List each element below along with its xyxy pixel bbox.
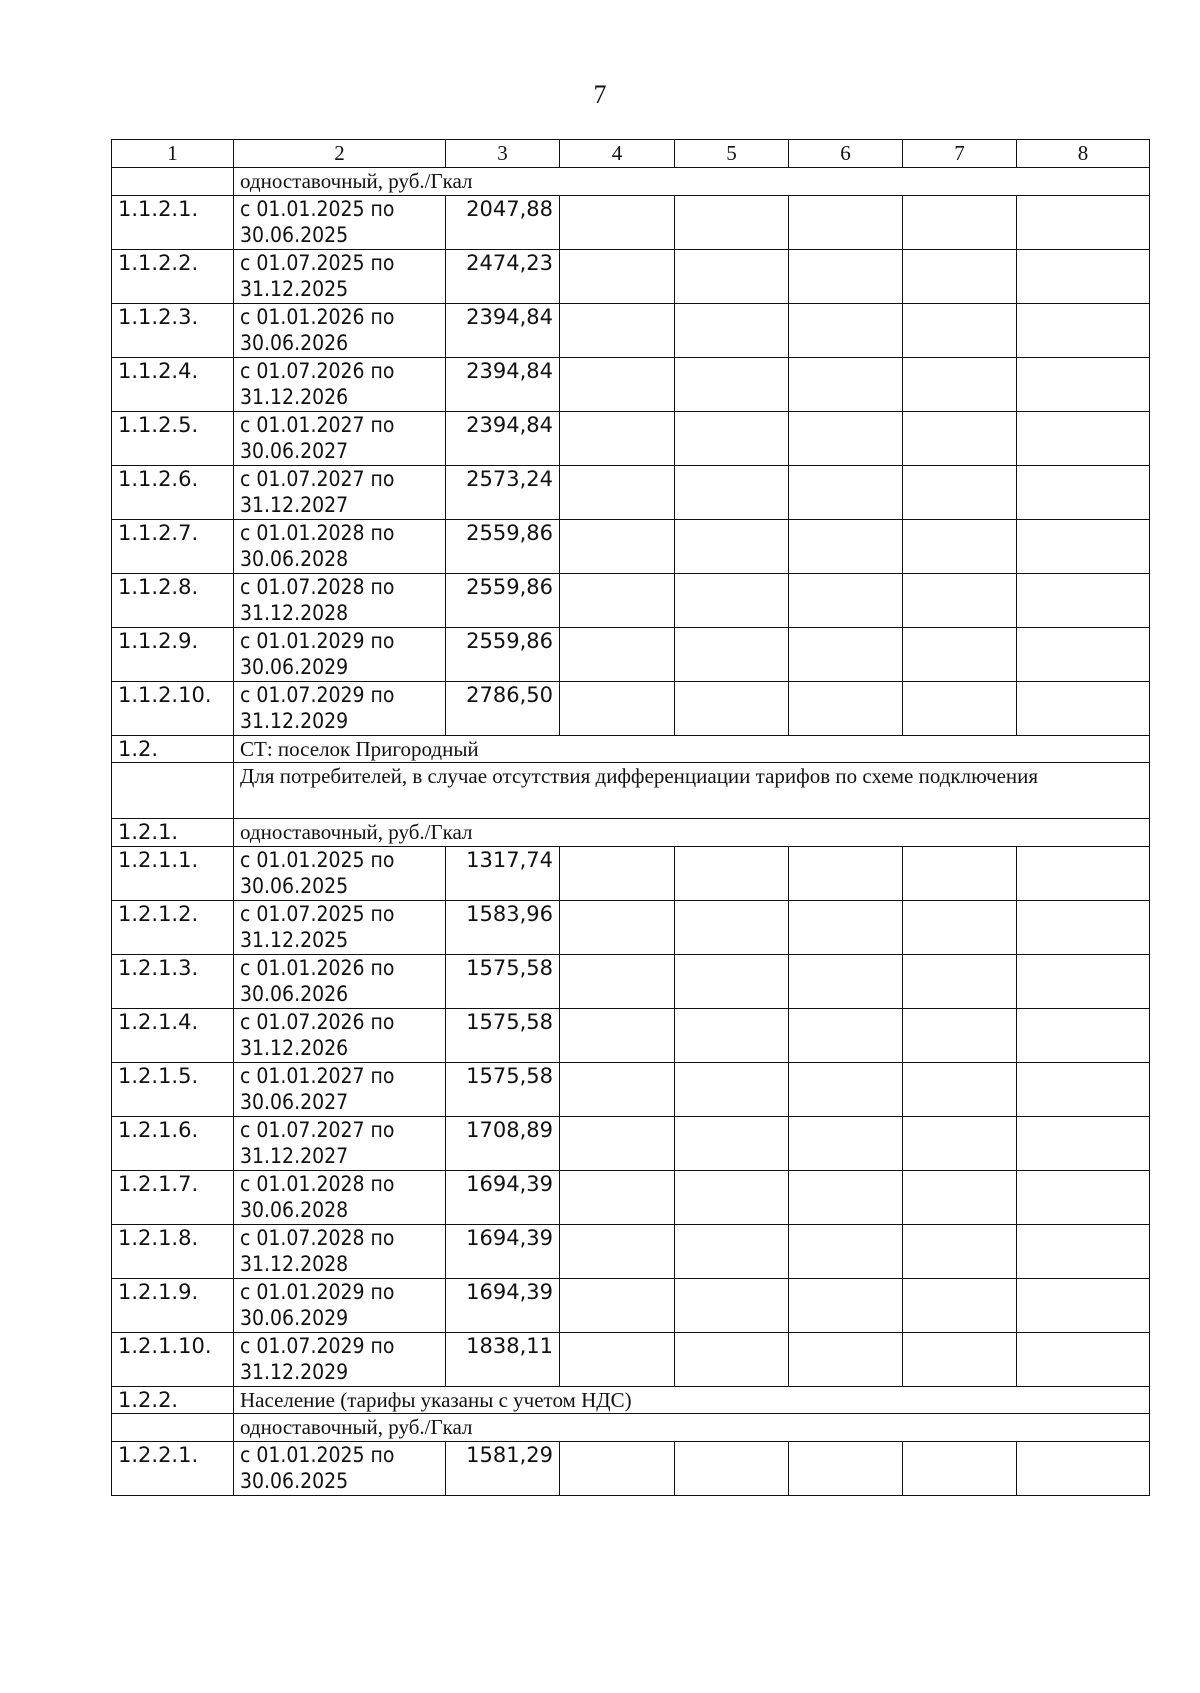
empty-cell-col-7 (903, 1008, 1017, 1062)
period-cell: с 01.07.2027 по 31.12.2027 (234, 1116, 446, 1170)
empty-cell-col-5 (675, 846, 789, 900)
empty-cell-col-5 (675, 303, 789, 357)
empty-cell-col-4 (560, 411, 675, 465)
empty-cell-col-4 (560, 846, 675, 900)
empty-cell-col-7 (903, 681, 1017, 735)
empty-cell-col-5 (675, 573, 789, 627)
empty-cell-col-5 (675, 954, 789, 1008)
row-code: 1.2. (112, 735, 234, 763)
empty-cell-col-5 (675, 900, 789, 954)
empty-cell-col-7 (903, 357, 1017, 411)
table-body (112, 168, 1150, 1496)
tariff-row (112, 681, 1150, 735)
period-cell: с 01.01.2025 по 30.06.2025 (234, 195, 446, 249)
section-label: одноставочный, руб./Гкал (234, 1414, 1150, 1442)
empty-cell-col-7 (903, 846, 1017, 900)
tariff-value: 1317,74 (446, 846, 560, 900)
empty-cell-col-4 (560, 681, 675, 735)
tariff-value: 1694,39 (446, 1224, 560, 1278)
empty-cell-col-6 (789, 519, 903, 573)
empty-cell-col-4 (560, 900, 675, 954)
empty-cell-col-8 (1017, 1116, 1150, 1170)
tariff-value: 2047,88 (446, 195, 560, 249)
period-cell: с 01.07.2026 по 31.12.2026 (234, 357, 446, 411)
column-header-8: 8 (1017, 140, 1150, 168)
empty-cell-col-6 (789, 195, 903, 249)
tariff-value: 2394,84 (446, 357, 560, 411)
row-code: 1.1.2.4. (112, 357, 234, 411)
empty-cell-col-8 (1017, 1441, 1150, 1495)
empty-cell-col-4 (560, 195, 675, 249)
period-cell: с 01.01.2027 по 30.06.2027 (234, 1062, 446, 1116)
period-cell: с 01.01.2025 по 30.06.2025 (234, 1441, 446, 1495)
empty-cell-col-5 (675, 1116, 789, 1170)
empty-cell-col-4 (560, 249, 675, 303)
empty-cell-col-8 (1017, 411, 1150, 465)
empty-cell-col-7 (903, 954, 1017, 1008)
empty-cell-col-5 (675, 681, 789, 735)
period-cell: с 01.07.2026 по 31.12.2026 (234, 1008, 446, 1062)
row-code: 1.2.1.8. (112, 1224, 234, 1278)
empty-cell-col-4 (560, 1332, 675, 1386)
column-header-5: 5 (675, 140, 789, 168)
row-code: 1.2.1.2. (112, 900, 234, 954)
empty-cell-col-8 (1017, 1062, 1150, 1116)
empty-cell-col-5 (675, 1224, 789, 1278)
tariff-row (112, 1278, 1150, 1332)
empty-cell-col-7 (903, 303, 1017, 357)
empty-cell-col-5 (675, 195, 789, 249)
empty-cell-col-6 (789, 954, 903, 1008)
period-cell: с 01.07.2025 по 31.12.2025 (234, 900, 446, 954)
empty-cell-col-6 (789, 303, 903, 357)
period-cell: с 01.01.2027 по 30.06.2027 (234, 411, 446, 465)
row-code (112, 763, 234, 819)
empty-cell-col-6 (789, 1278, 903, 1332)
empty-cell-col-5 (675, 1332, 789, 1386)
empty-cell-col-8 (1017, 465, 1150, 519)
tariff-row (112, 1116, 1150, 1170)
empty-cell-col-8 (1017, 249, 1150, 303)
row-code: 1.1.2.5. (112, 411, 234, 465)
column-header-2: 2 (234, 140, 446, 168)
empty-cell-col-8 (1017, 303, 1150, 357)
column-header-3: 3 (446, 140, 560, 168)
section-row (112, 168, 1150, 196)
section-row (112, 1414, 1150, 1442)
empty-cell-col-8 (1017, 1224, 1150, 1278)
row-code: 1.1.2.8. (112, 573, 234, 627)
period-cell: с 01.07.2028 по 31.12.2028 (234, 1224, 446, 1278)
tariff-value: 1694,39 (446, 1278, 560, 1332)
empty-cell-col-8 (1017, 846, 1150, 900)
row-code: 1.1.2.1. (112, 195, 234, 249)
row-code: 1.2.1.3. (112, 954, 234, 1008)
row-code (112, 1414, 234, 1442)
section-row (112, 819, 1150, 847)
empty-cell-col-8 (1017, 1008, 1150, 1062)
empty-cell-col-8 (1017, 900, 1150, 954)
empty-cell-col-8 (1017, 681, 1150, 735)
section-label: Для потребителей, в случае отсутствия дифференциации тарифов по схеме подключения (234, 763, 1150, 819)
tariff-row (112, 1008, 1150, 1062)
empty-cell-col-7 (903, 1224, 1017, 1278)
tariff-value: 2559,86 (446, 519, 560, 573)
row-code: 1.2.2. (112, 1386, 234, 1414)
row-code: 1.2.1.1. (112, 846, 234, 900)
empty-cell-col-6 (789, 249, 903, 303)
tariff-table (111, 139, 1150, 1496)
tariff-value: 2474,23 (446, 249, 560, 303)
empty-cell-col-4 (560, 1224, 675, 1278)
empty-cell-col-5 (675, 357, 789, 411)
empty-cell-col-6 (789, 681, 903, 735)
period-cell: с 01.07.2029 по 31.12.2029 (234, 1332, 446, 1386)
tariff-value: 1583,96 (446, 900, 560, 954)
tariff-value: 1575,58 (446, 1008, 560, 1062)
empty-cell-col-4 (560, 1441, 675, 1495)
period-cell: с 01.07.2028 по 31.12.2028 (234, 573, 446, 627)
empty-cell-col-4 (560, 1170, 675, 1224)
empty-cell-col-6 (789, 411, 903, 465)
section-row (112, 1386, 1150, 1414)
empty-cell-col-7 (903, 1062, 1017, 1116)
period-cell: с 01.07.2029 по 31.12.2029 (234, 681, 446, 735)
tariff-value: 1708,89 (446, 1116, 560, 1170)
row-code: 1.1.2.3. (112, 303, 234, 357)
empty-cell-col-5 (675, 1008, 789, 1062)
tariff-value: 2394,84 (446, 411, 560, 465)
empty-cell-col-7 (903, 249, 1017, 303)
empty-cell-col-7 (903, 627, 1017, 681)
tariff-value: 1575,58 (446, 1062, 560, 1116)
tariff-row (112, 1062, 1150, 1116)
row-code: 1.2.1.6. (112, 1116, 234, 1170)
section-row (112, 735, 1150, 763)
row-code: 1.2.1.4. (112, 1008, 234, 1062)
empty-cell-col-8 (1017, 1170, 1150, 1224)
empty-cell-col-4 (560, 303, 675, 357)
tariff-row (112, 1224, 1150, 1278)
empty-cell-col-8 (1017, 195, 1150, 249)
row-code: 1.2.1.9. (112, 1278, 234, 1332)
section-label: СТ: поселок Пригородный (234, 735, 1150, 763)
row-code: 1.2.1.10. (112, 1332, 234, 1386)
tariff-row (112, 303, 1150, 357)
tariff-value: 1581,29 (446, 1441, 560, 1495)
empty-cell-col-6 (789, 846, 903, 900)
empty-cell-col-7 (903, 573, 1017, 627)
empty-cell-col-6 (789, 1441, 903, 1495)
empty-cell-col-5 (675, 411, 789, 465)
row-code: 1.2.1. (112, 819, 234, 847)
empty-cell-col-5 (675, 249, 789, 303)
period-cell: с 01.01.2026 по 30.06.2026 (234, 954, 446, 1008)
row-code: 1.1.2.10. (112, 681, 234, 735)
tariff-value: 2786,50 (446, 681, 560, 735)
row-code: 1.2.1.7. (112, 1170, 234, 1224)
tariff-value: 1575,58 (446, 954, 560, 1008)
tariff-value: 2394,84 (446, 303, 560, 357)
row-code: 1.2.1.5. (112, 1062, 234, 1116)
tariff-value: 1838,11 (446, 1332, 560, 1386)
empty-cell-col-5 (675, 1170, 789, 1224)
tariff-value: 2559,86 (446, 627, 560, 681)
tariff-row (112, 1332, 1150, 1386)
empty-cell-col-4 (560, 627, 675, 681)
empty-cell-col-7 (903, 1332, 1017, 1386)
section-label: одноставочный, руб./Гкал (234, 168, 1150, 196)
tariff-value: 1694,39 (446, 1170, 560, 1224)
tariff-value: 2573,24 (446, 465, 560, 519)
row-code: 1.1.2.2. (112, 249, 234, 303)
empty-cell-col-7 (903, 195, 1017, 249)
empty-cell-col-7 (903, 1278, 1017, 1332)
empty-cell-col-4 (560, 1278, 675, 1332)
period-cell: с 01.01.2028 по 30.06.2028 (234, 1170, 446, 1224)
empty-cell-col-4 (560, 1062, 675, 1116)
empty-cell-col-6 (789, 900, 903, 954)
empty-cell-col-4 (560, 465, 675, 519)
tariff-row (112, 1441, 1150, 1495)
tariff-row (112, 1170, 1150, 1224)
tariff-row (112, 519, 1150, 573)
tariff-row (112, 195, 1150, 249)
row-code: 1.1.2.6. (112, 465, 234, 519)
tariff-value: 2559,86 (446, 573, 560, 627)
empty-cell-col-4 (560, 357, 675, 411)
period-cell: с 01.01.2028 по 30.06.2028 (234, 519, 446, 573)
empty-cell-col-7 (903, 900, 1017, 954)
empty-cell-col-5 (675, 1441, 789, 1495)
empty-cell-col-7 (903, 411, 1017, 465)
empty-cell-col-5 (675, 465, 789, 519)
empty-cell-col-6 (789, 1224, 903, 1278)
tariff-row (112, 249, 1150, 303)
tariff-row (112, 900, 1150, 954)
row-code: 1.1.2.9. (112, 627, 234, 681)
row-code (112, 168, 234, 196)
tariff-row (112, 357, 1150, 411)
tariff-row (112, 573, 1150, 627)
tariff-row (112, 465, 1150, 519)
page-number: 7 (593, 80, 607, 109)
tariff-row (112, 411, 1150, 465)
empty-cell-col-5 (675, 1278, 789, 1332)
empty-cell-col-8 (1017, 573, 1150, 627)
empty-cell-col-4 (560, 573, 675, 627)
empty-cell-col-8 (1017, 627, 1150, 681)
empty-cell-col-6 (789, 573, 903, 627)
period-cell: с 01.01.2029 по 30.06.2029 (234, 1278, 446, 1332)
empty-cell-col-5 (675, 519, 789, 573)
tariff-row (112, 954, 1150, 1008)
empty-cell-col-7 (903, 519, 1017, 573)
empty-cell-col-6 (789, 465, 903, 519)
period-cell: с 01.01.2029 по 30.06.2029 (234, 627, 446, 681)
empty-cell-col-5 (675, 627, 789, 681)
empty-cell-col-4 (560, 1116, 675, 1170)
tariff-row (112, 627, 1150, 681)
empty-cell-col-6 (789, 357, 903, 411)
empty-cell-col-6 (789, 1332, 903, 1386)
empty-cell-col-6 (789, 1008, 903, 1062)
empty-cell-col-8 (1017, 1278, 1150, 1332)
column-header-6: 6 (789, 140, 903, 168)
empty-cell-col-6 (789, 1062, 903, 1116)
empty-cell-col-6 (789, 627, 903, 681)
period-cell: с 01.07.2027 по 31.12.2027 (234, 465, 446, 519)
empty-cell-col-6 (789, 1170, 903, 1224)
empty-cell-col-4 (560, 1008, 675, 1062)
period-cell: с 01.01.2025 по 30.06.2025 (234, 846, 446, 900)
row-code: 1.2.2.1. (112, 1441, 234, 1495)
empty-cell-col-4 (560, 519, 675, 573)
period-cell: с 01.07.2025 по 31.12.2025 (234, 249, 446, 303)
empty-cell-col-7 (903, 1116, 1017, 1170)
section-row (112, 763, 1150, 819)
section-label: Население (тарифы указаны с учетом НДС) (234, 1386, 1150, 1414)
empty-cell-col-5 (675, 1062, 789, 1116)
empty-cell-col-6 (789, 1116, 903, 1170)
column-header-1: 1 (112, 140, 234, 168)
empty-cell-col-8 (1017, 954, 1150, 1008)
header-row (112, 140, 1150, 168)
empty-cell-col-7 (903, 465, 1017, 519)
empty-cell-col-7 (903, 1441, 1017, 1495)
empty-cell-col-8 (1017, 519, 1150, 573)
column-header-4: 4 (560, 140, 675, 168)
column-header-7: 7 (903, 140, 1017, 168)
empty-cell-col-8 (1017, 357, 1150, 411)
empty-cell-col-4 (560, 954, 675, 1008)
period-cell: с 01.01.2026 по 30.06.2026 (234, 303, 446, 357)
empty-cell-col-8 (1017, 1332, 1150, 1386)
tariff-row (112, 846, 1150, 900)
section-label: одноставочный, руб./Гкал (234, 819, 1150, 847)
row-code: 1.1.2.7. (112, 519, 234, 573)
empty-cell-col-7 (903, 1170, 1017, 1224)
